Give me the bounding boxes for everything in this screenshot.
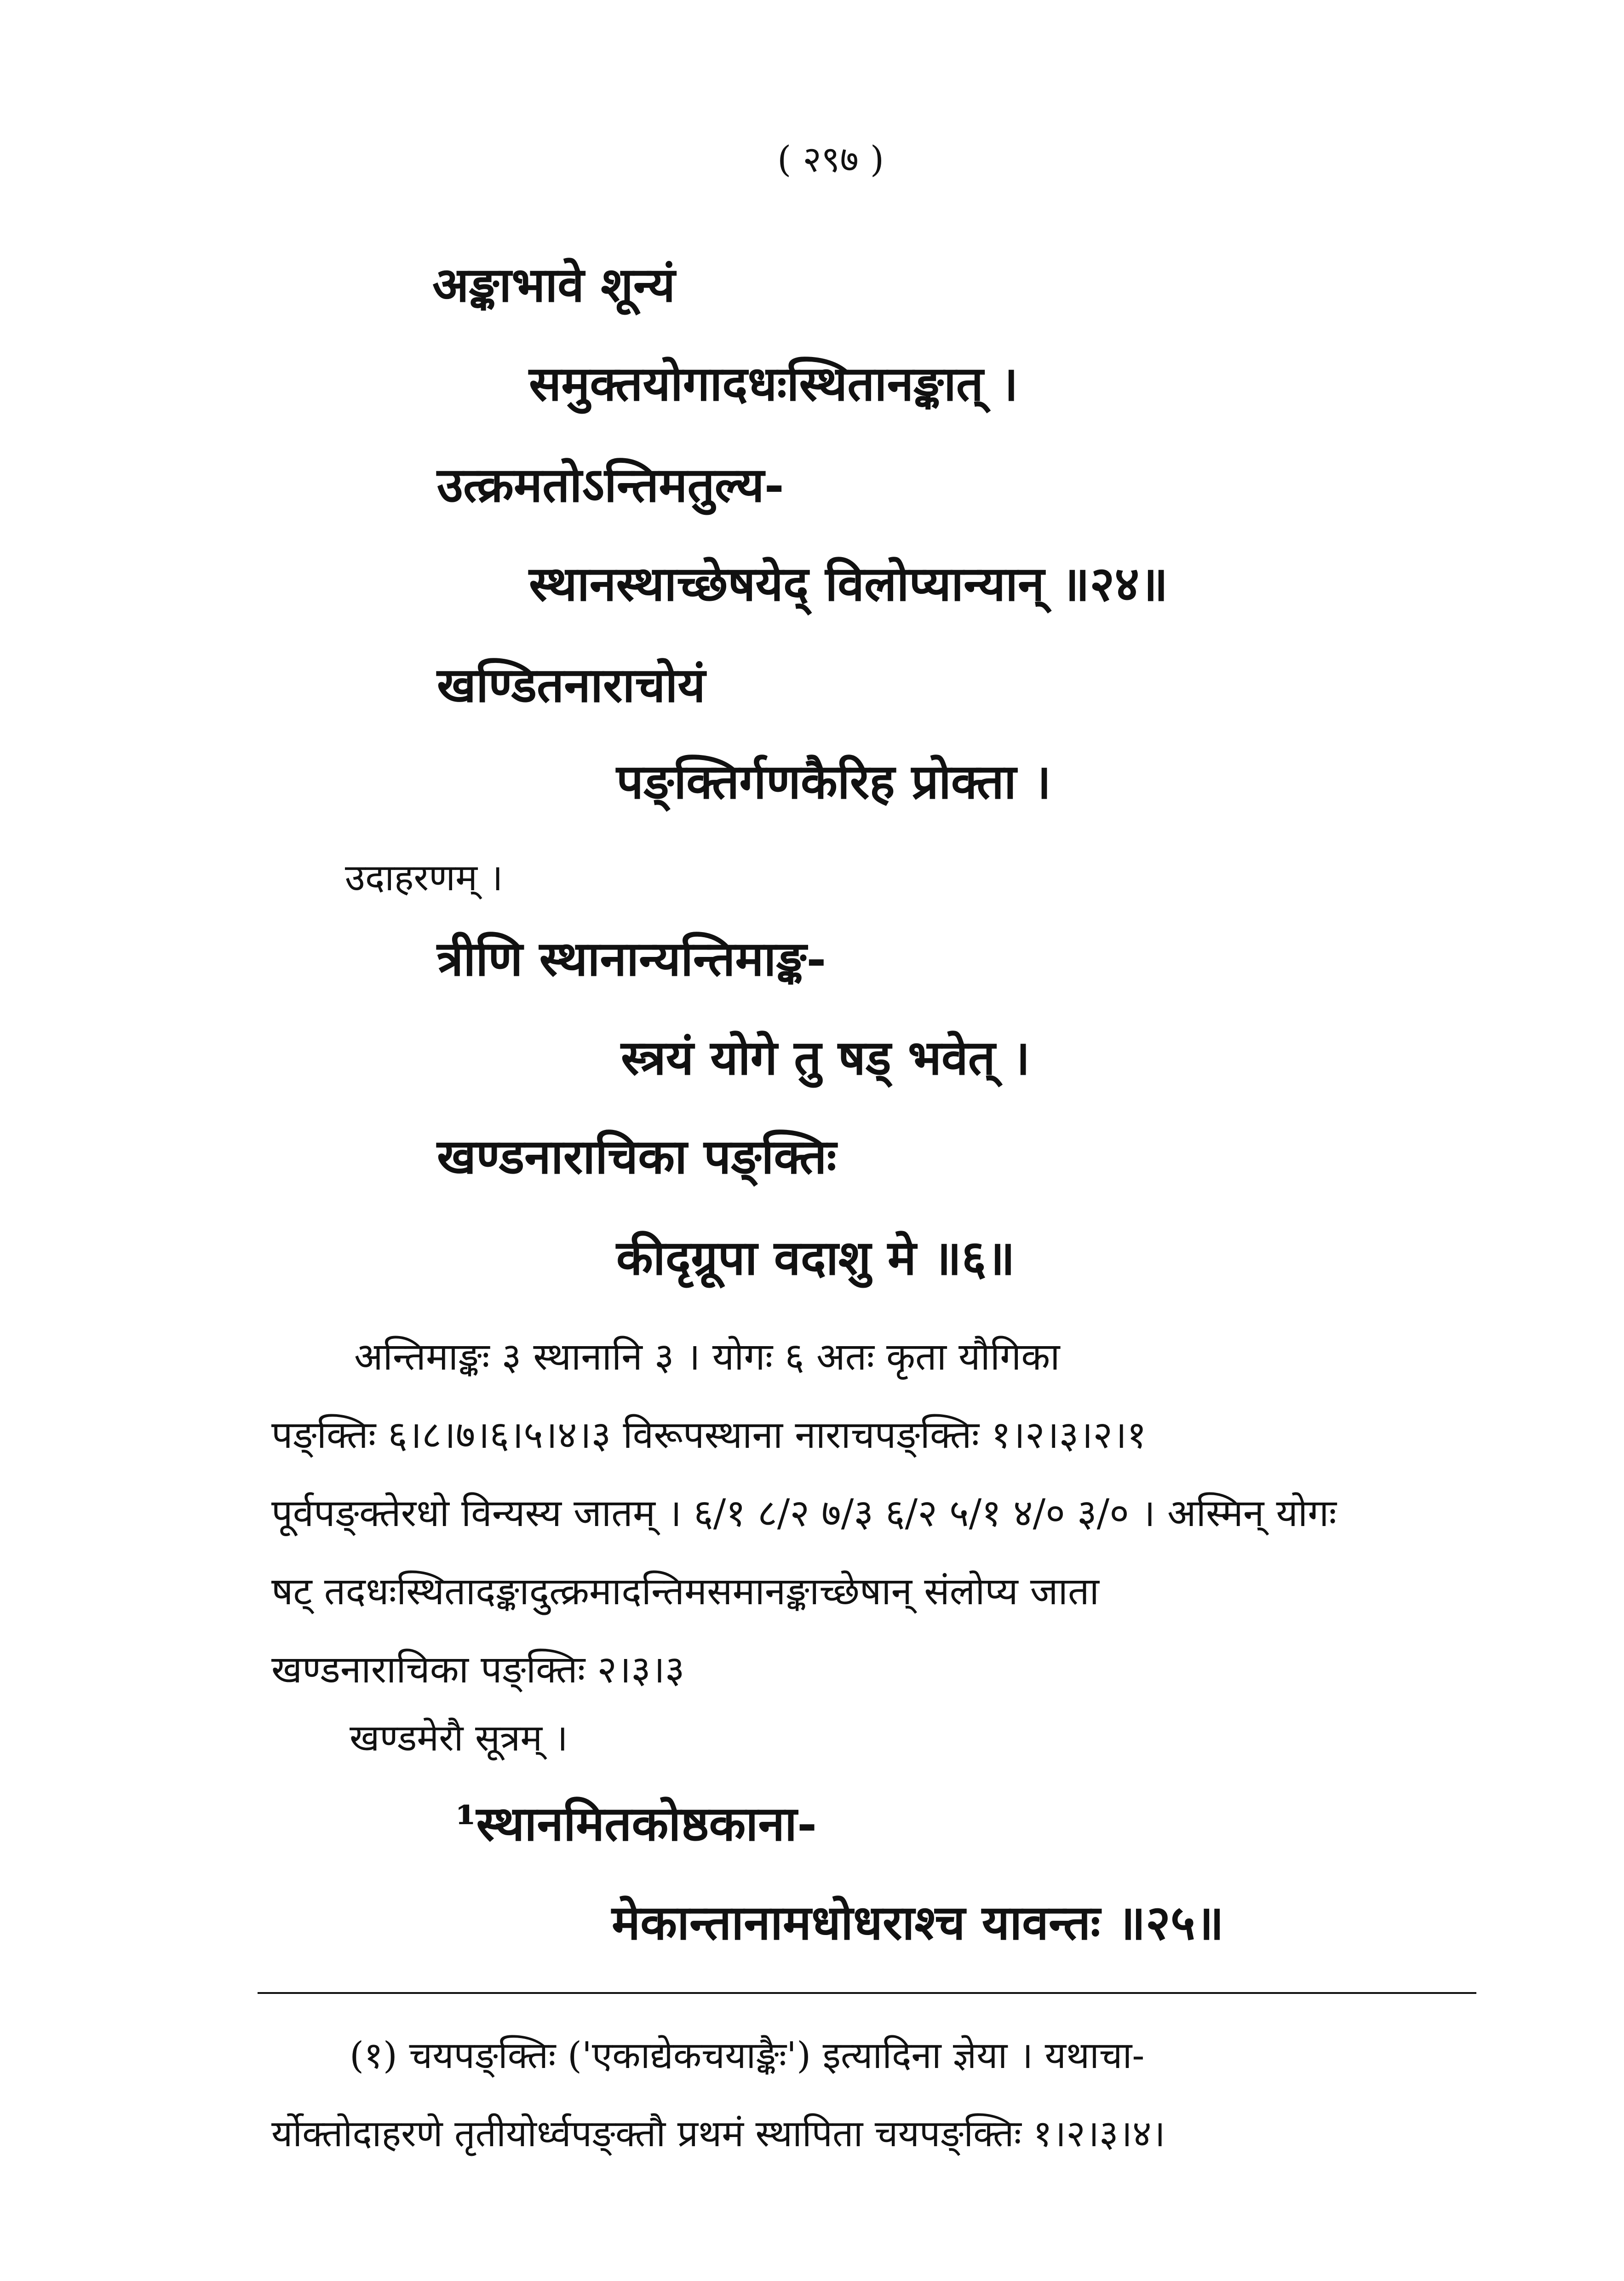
footnote-line: (१) चयपङ्क्तिः ('एकाद्येकचयाङ्कैः') इत्यादिना ज्ञेया । यथाचा- [350, 2034, 1145, 2077]
sutra-heading: खण्डमेरौ सूत्रम् । [350, 1717, 568, 1759]
prose-line: पङ्क्तिः ६।८।७।६।५।४।३ विरूपस्थाना नाराचपङ्क्तिः १।२।३।२।१ [271, 1413, 1147, 1457]
footnote-line: र्योक्तोदाहरणे तृतीयोर्ध्वपङ्क्तौ प्रथमं स्थापिता चयपङ्क्तिः १।२।३।४। [271, 2112, 1165, 2155]
example-verse-line: स्त्रयं योगे तु षड् भवेत् । [621, 1029, 1030, 1086]
verse-line: खण्डितनाराचोयं [437, 657, 706, 713]
example-heading: उदाहरणम् । [345, 856, 503, 899]
page-number: ( २९७ ) [777, 139, 884, 180]
verse-line: अङ्काभावे शून्यं [432, 256, 676, 313]
verse-line: स्थानस्थाच्छेषयेद् विलोप्यान्यान् ॥२४॥ [529, 555, 1168, 612]
example-verse-line: त्रीणि स्थानान्यन्तिमाङ्क- [437, 930, 826, 987]
footnote-divider [258, 1992, 1476, 1994]
verse-line: पङ्क्तिर्गणकैरिह प्रोक्ता । [616, 753, 1051, 810]
verse-line: समुक्तयोगादधःस्थितानङ्कात् । [529, 355, 1018, 412]
prose-line: खण्डनाराचिका पङ्क्तिः २।३।३ [271, 1648, 685, 1692]
prose-line: अन्तिमाङ्कः ३ स्थानानि ३ । योगः ६ अतः कृता यौगिका [354, 1335, 1060, 1379]
prose-line: पूर्वपङ्क्तेरधो विन्यस्य जातम् । ६/१ ८/२ ७/३ ६/२ ५/१ ४/० ३/० । अस्मिन् योगः [271, 1492, 1337, 1535]
prose-line: षट् तदधःस्थितादङ्कादुत्क्रमादन्तिमसमानङ्काच्छेषान् संलोप्य जाता [271, 1570, 1099, 1613]
sutra-line: मेकान्तानामधोधराश्च यावन्तः ॥२५॥ [612, 1894, 1224, 1951]
example-verse-line: खण्डनाराचिका पङ्क्तिः [437, 1128, 837, 1185]
verse-line: उत्क्रमतोऽन्तिमतुल्य- [437, 456, 784, 513]
example-verse-line: कीदृग्रूपा वदाशु मे ॥६॥ [616, 1229, 1015, 1286]
sutra-line: ¹स्थानमितकोष्ठकाना- [455, 1795, 817, 1852]
